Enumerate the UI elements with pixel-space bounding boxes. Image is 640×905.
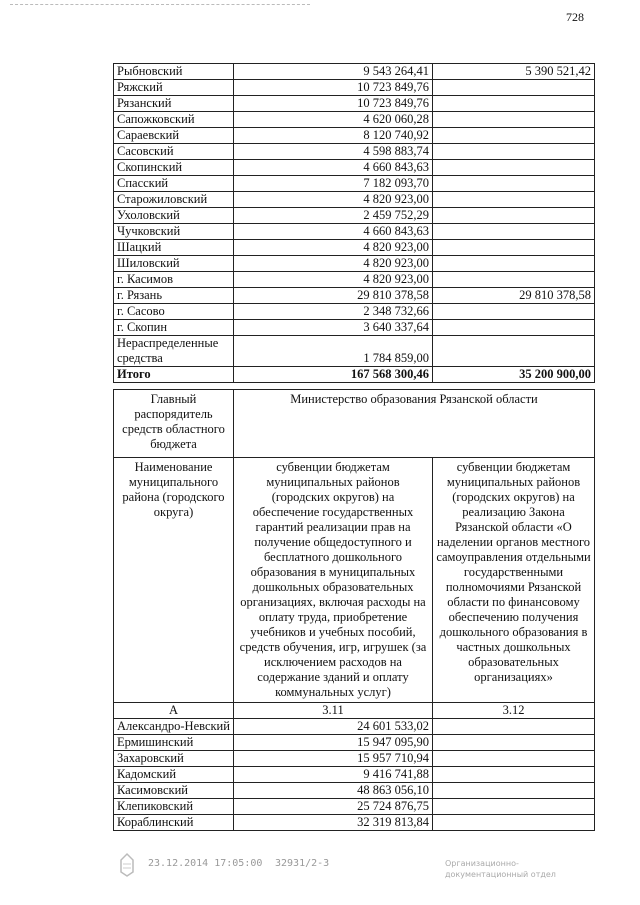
- table-row: [114, 192, 595, 208]
- table-row: [114, 208, 595, 224]
- table-row: [114, 224, 595, 240]
- amount-col2: [433, 128, 595, 144]
- allocation-table-education: [113, 389, 595, 831]
- district-name: Шацкий: [114, 240, 234, 256]
- table-row: [114, 96, 595, 112]
- table-row: [114, 735, 595, 751]
- index-row: [114, 703, 595, 719]
- total-row: [114, 367, 595, 383]
- district-name: Ухоловский: [114, 208, 234, 224]
- table-row: [114, 64, 595, 80]
- header-administrator-value: Министерство образования Рязанской области: [234, 390, 595, 458]
- amount-col1: 9 416 741,88: [234, 767, 433, 783]
- amount-col1: 24 601 533,02: [234, 719, 433, 735]
- amount-col2: [433, 815, 595, 831]
- district-name: Сараевский: [114, 128, 234, 144]
- amount-col1: 32 319 813,84: [234, 815, 433, 831]
- table-row: [114, 336, 595, 367]
- amount-col2: 29 810 378,58: [433, 288, 595, 304]
- amount-col1: 25 724 876,75: [234, 799, 433, 815]
- page-number: 728: [566, 10, 584, 24]
- amount-col2: [433, 176, 595, 192]
- amount-col1: 4 660 843,63: [234, 224, 433, 240]
- amount-col1: 167 568 300,46: [234, 367, 433, 383]
- district-name: Старожиловский: [114, 192, 234, 208]
- table-row: [114, 176, 595, 192]
- table-row: [114, 256, 595, 272]
- district-name: Нераспределенные средства: [114, 336, 234, 367]
- amount-col1: 8 120 740,92: [234, 128, 433, 144]
- amount-col1: 15 957 710,94: [234, 751, 433, 767]
- table-row: [114, 320, 595, 336]
- table-row: [114, 80, 595, 96]
- district-name: Кораблинский: [114, 815, 234, 831]
- amount-col1: 4 820 923,00: [234, 256, 433, 272]
- amount-col2: [433, 112, 595, 128]
- amount-col2: [433, 719, 595, 735]
- header-col-3-12: субвенции бюджетам муниципальных районов (городских округов) на реализацию Закона Рязанской области «О наделении органов местного самоуправления отдельными государственными полномочиями Рязанской области по финансовому обеспечению получения дошкольного образования в частных дошкольных образовательных организациях»: [433, 458, 595, 703]
- amount-col2: [433, 336, 595, 367]
- amount-col2: [433, 192, 595, 208]
- amount-col2: [433, 735, 595, 751]
- amount-col1: 15 947 095,90: [234, 735, 433, 751]
- amount-col1: 4 660 843,63: [234, 160, 433, 176]
- footer-datetime: 23.12.2014 17:05:00: [148, 858, 263, 869]
- scan-edge-line: [10, 4, 310, 5]
- district-name: Рязанский: [114, 96, 234, 112]
- amount-col2: [433, 208, 595, 224]
- district-name: Ермишинский: [114, 735, 234, 751]
- amount-col2: [433, 304, 595, 320]
- table-row: [114, 288, 595, 304]
- district-name: Кадомский: [114, 767, 234, 783]
- amount-col1: 10 723 849,76: [234, 96, 433, 112]
- amount-col1: 48 863 056,10: [234, 783, 433, 799]
- amount-col2: [433, 80, 595, 96]
- table-row: [114, 751, 595, 767]
- table-row: [114, 799, 595, 815]
- district-name: Ряжский: [114, 80, 234, 96]
- table-row: [114, 783, 595, 799]
- amount-col1: 2 459 752,29: [234, 208, 433, 224]
- amount-col1: 4 598 883,74: [234, 144, 433, 160]
- header-row-administrator: [114, 390, 595, 458]
- amount-col2: [433, 144, 595, 160]
- amount-col2: 5 390 521,42: [433, 64, 595, 80]
- amount-col1: 29 810 378,58: [234, 288, 433, 304]
- table-row: [114, 128, 595, 144]
- amount-col2: [433, 767, 595, 783]
- table-row: [114, 719, 595, 735]
- district-name: Рыбновский: [114, 64, 234, 80]
- table-row: [114, 144, 595, 160]
- amount-col1: 7 182 093,70: [234, 176, 433, 192]
- index-a: А: [114, 703, 234, 719]
- amount-col1: 4 820 923,00: [234, 272, 433, 288]
- table-row: [114, 112, 595, 128]
- header-district-label: Наименование муниципального района (городского округа): [114, 458, 234, 703]
- amount-col1: 3 640 337,64: [234, 320, 433, 336]
- table-row: [114, 240, 595, 256]
- table-row: [114, 304, 595, 320]
- index-3-11: 3.11: [234, 703, 433, 719]
- district-name: Чучковский: [114, 224, 234, 240]
- footer-department: Организационно-документационный отдел: [445, 859, 556, 879]
- amount-col1: 4 620 060,28: [234, 112, 433, 128]
- amount-col2: [433, 256, 595, 272]
- amount-col2: 35 200 900,00: [433, 367, 595, 383]
- amount-col2: [433, 751, 595, 767]
- amount-col2: [433, 224, 595, 240]
- amount-col2: [433, 96, 595, 112]
- district-name: г. Касимов: [114, 272, 234, 288]
- index-3-12: 3.12: [433, 703, 595, 719]
- amount-col2: [433, 240, 595, 256]
- table-row: [114, 272, 595, 288]
- emblem-icon: [118, 852, 136, 878]
- district-name: Александро-Невский: [114, 719, 234, 735]
- district-name: Сасовский: [114, 144, 234, 160]
- amount-col1: 4 820 923,00: [234, 240, 433, 256]
- amount-col1: 4 820 923,00: [234, 192, 433, 208]
- district-name: Сапожковский: [114, 112, 234, 128]
- footer-doc-number: 32931/2-3: [275, 858, 330, 869]
- amount-col2: [433, 783, 595, 799]
- table-row: [114, 815, 595, 831]
- header-row-columns: [114, 458, 595, 703]
- amount-col2: [433, 272, 595, 288]
- table-row: [114, 160, 595, 176]
- district-name: Итого: [114, 367, 234, 383]
- district-name: г. Скопин: [114, 320, 234, 336]
- district-name: Спасский: [114, 176, 234, 192]
- district-name: Шиловский: [114, 256, 234, 272]
- amount-col2: [433, 320, 595, 336]
- amount-col2: [433, 160, 595, 176]
- district-name: Скопинский: [114, 160, 234, 176]
- header-col-3-11: субвенции бюджетам муниципальных районов (городских округов) на обеспечение государственных гарантий реализации прав на получение общедоступного и бесплатного дошкольного образования в муниципальных дошкольных образовательных организациях, включая расходы на оплату труда, приобретение учебников и учебных пособий, средств обучения, игр, игрушек (за исключением расходов на содержание зданий и оплату коммунальных услуг): [234, 458, 433, 703]
- header-administrator-label: Главный распорядитель средств областного бюджета: [114, 390, 234, 458]
- amount-col2: [433, 799, 595, 815]
- amount-col1: 9 543 264,41: [234, 64, 433, 80]
- amount-col1: 10 723 849,76: [234, 80, 433, 96]
- allocation-table-continued: [113, 63, 595, 383]
- amount-col1: 2 348 732,66: [234, 304, 433, 320]
- table-row: [114, 767, 595, 783]
- amount-col1: 1 784 859,00: [234, 336, 433, 367]
- district-name: Касимовский: [114, 783, 234, 799]
- district-name: Клепиковский: [114, 799, 234, 815]
- district-name: Захаровский: [114, 751, 234, 767]
- district-name: г. Рязань: [114, 288, 234, 304]
- district-name: г. Сасово: [114, 304, 234, 320]
